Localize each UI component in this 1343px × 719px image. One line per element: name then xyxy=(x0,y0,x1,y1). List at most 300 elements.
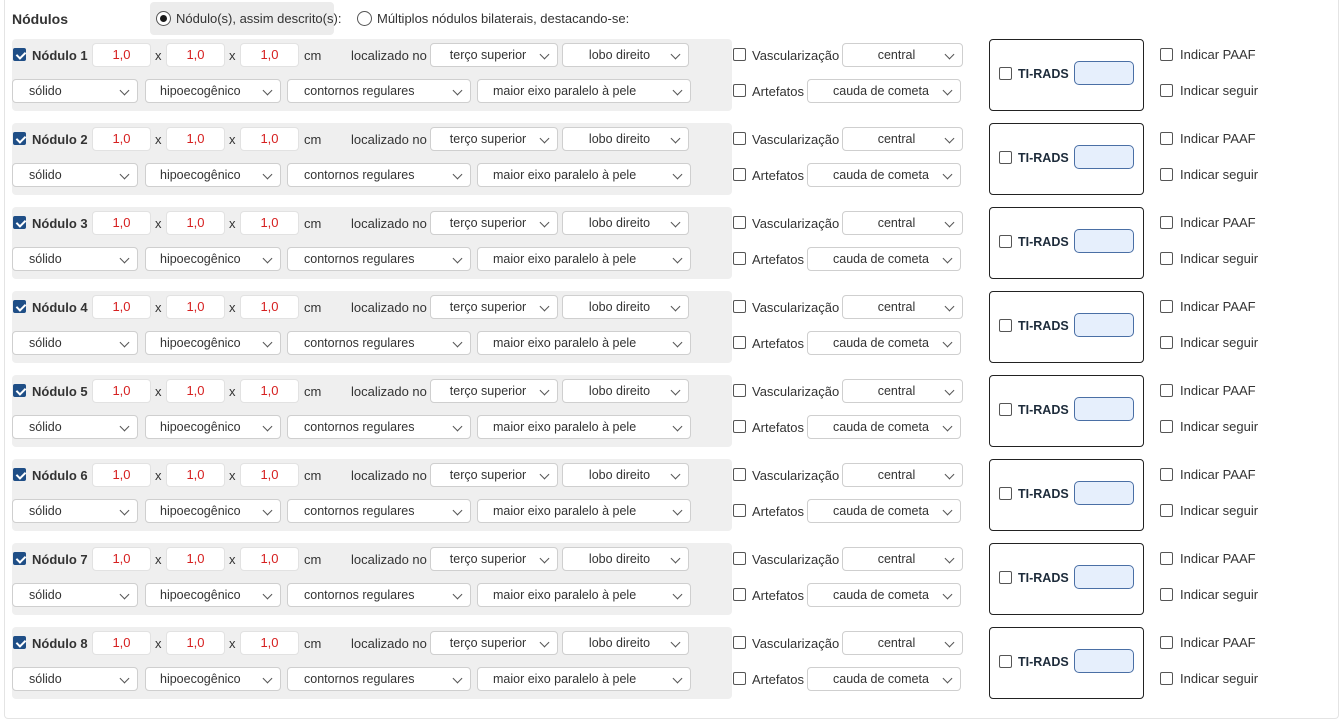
unit-label: cm xyxy=(304,636,322,651)
dimension-1-input[interactable]: 1,0 xyxy=(92,295,151,319)
position-value: terço superior xyxy=(449,132,527,146)
composition-value: sólido xyxy=(29,420,62,434)
artifacts-select[interactable] xyxy=(807,667,961,691)
indicate-paaf-label: Indicar PAAF xyxy=(1180,299,1256,314)
echogenicity-select[interactable] xyxy=(145,415,281,439)
dimension-1-input[interactable]: 1,0 xyxy=(92,547,151,571)
echogenicity-value: hipoecogênico xyxy=(160,588,241,602)
axis-value: maior eixo paralelo à pele xyxy=(493,168,637,182)
tirads-checkbox[interactable] xyxy=(999,235,1012,248)
tirads-box xyxy=(989,627,1144,699)
contours-select[interactable] xyxy=(287,163,471,187)
vascularization-checkbox[interactable] xyxy=(733,132,746,145)
axis-value: maior eixo paralelo à pele xyxy=(493,420,637,434)
indicate-paaf-label: Indicar PAAF xyxy=(1180,635,1256,650)
tirads-checkbox[interactable] xyxy=(999,67,1012,80)
dimension-2-input[interactable]: 1,0 xyxy=(166,631,225,655)
tirads-input[interactable] xyxy=(1074,145,1134,169)
times-sign: x xyxy=(155,468,162,483)
artifacts-label: Artefatos xyxy=(752,672,805,687)
dimension-2-input[interactable]: 1,0 xyxy=(166,127,225,151)
contours-value: contornos regulares xyxy=(304,252,415,266)
times-sign: x xyxy=(229,552,236,567)
lobe-value: lobo direito xyxy=(588,132,651,146)
axis-select[interactable] xyxy=(477,583,691,607)
indicate-paaf-label: Indicar PAAF xyxy=(1180,47,1256,62)
position-select[interactable] xyxy=(430,631,558,655)
single-nodule-option[interactable] xyxy=(150,2,342,35)
echogenicity-value: hipoecogênico xyxy=(160,168,241,182)
axis-select[interactable] xyxy=(477,499,691,523)
lobe-select[interactable] xyxy=(562,463,689,487)
nodule-label: Nódulo 4 xyxy=(32,300,88,315)
vascularization-select[interactable] xyxy=(842,127,963,151)
artifacts-value: cauda de cometa xyxy=(833,420,929,434)
vascularization-label: Vascularização xyxy=(752,636,840,651)
artifacts-label: Artefatos xyxy=(752,84,805,99)
dimension-2-input[interactable]: 1,0 xyxy=(166,547,225,571)
echogenicity-select[interactable] xyxy=(145,331,281,355)
contours-value: contornos regulares xyxy=(304,672,415,686)
axis-value: maior eixo paralelo à pele xyxy=(493,672,637,686)
indicate-paaf-label: Indicar PAAF xyxy=(1180,215,1256,230)
times-sign: x xyxy=(155,300,162,315)
artifacts-label: Artefatos xyxy=(752,588,805,603)
vascularization-select[interactable] xyxy=(842,463,963,487)
echogenicity-select[interactable] xyxy=(145,499,281,523)
artifacts-select[interactable] xyxy=(807,583,961,607)
contours-select[interactable] xyxy=(287,331,471,355)
dimension-3-input[interactable]: 1,0 xyxy=(240,43,299,67)
tirads-input[interactable] xyxy=(1074,649,1134,673)
indicate-follow-checkbox[interactable] xyxy=(1160,84,1173,97)
dimension-3-input[interactable]: 1,0 xyxy=(240,127,299,151)
lobe-value: lobo direito xyxy=(588,552,651,566)
artifacts-select[interactable] xyxy=(807,79,961,103)
position-select[interactable] xyxy=(430,211,558,235)
artifacts-checkbox[interactable] xyxy=(733,336,746,349)
lobe-value: lobo direito xyxy=(588,384,651,398)
tirads-box xyxy=(989,543,1144,615)
nodule-label: Nódulo 8 xyxy=(32,636,88,651)
nodule-checkbox[interactable] xyxy=(13,132,26,145)
indicate-follow-label: Indicar seguir xyxy=(1180,335,1259,350)
nodule-label: Nódulo 3 xyxy=(32,216,88,231)
dimension-3-input[interactable]: 1,0 xyxy=(240,295,299,319)
contours-select[interactable] xyxy=(287,79,471,103)
tirads-label: TI-RADS xyxy=(1018,67,1069,81)
position-select[interactable] xyxy=(430,463,558,487)
dimension-1-input[interactable]: 1,0 xyxy=(92,43,151,67)
vascularization-value: central xyxy=(877,384,916,398)
times-sign: x xyxy=(229,132,236,147)
nodule-checkbox[interactable] xyxy=(13,552,26,565)
tirads-label: TI-RADS xyxy=(1018,655,1069,669)
indicate-follow-label: Indicar seguir xyxy=(1180,83,1259,98)
located-label: localizado no xyxy=(351,384,427,399)
multiple-nodules-label: Múltiplos nódulos bilaterais, destacando-se: xyxy=(377,11,630,26)
tirads-box xyxy=(989,123,1144,195)
position-value: terço superior xyxy=(449,468,527,482)
indicate-paaf-label: Indicar PAAF xyxy=(1180,467,1256,482)
position-select[interactable] xyxy=(430,295,558,319)
unit-label: cm xyxy=(304,48,322,63)
echogenicity-select[interactable] xyxy=(145,583,281,607)
artifacts-checkbox[interactable] xyxy=(733,504,746,517)
artifacts-value: cauda de cometa xyxy=(833,504,929,518)
vascularization-select[interactable] xyxy=(842,631,963,655)
vascularization-value: central xyxy=(877,300,916,314)
indicate-follow-checkbox[interactable] xyxy=(1160,504,1173,517)
section-title: Nódulos xyxy=(12,11,68,27)
indicate-paaf-checkbox[interactable] xyxy=(1160,636,1173,649)
nodule-checkbox[interactable] xyxy=(13,48,26,61)
artifacts-select[interactable] xyxy=(807,415,961,439)
artifacts-checkbox[interactable] xyxy=(733,672,746,685)
indicate-paaf-label: Indicar PAAF xyxy=(1180,131,1256,146)
times-sign: x xyxy=(229,468,236,483)
lobe-value: lobo direito xyxy=(588,216,651,230)
located-label: localizado no xyxy=(351,636,427,651)
tirads-box xyxy=(989,459,1144,531)
located-label: localizado no xyxy=(351,216,427,231)
composition-select[interactable] xyxy=(12,163,138,187)
dimension-1-input[interactable]: 1,0 xyxy=(92,127,151,151)
contours-select[interactable] xyxy=(287,499,471,523)
tirads-checkbox[interactable] xyxy=(999,319,1012,332)
tirads-box xyxy=(989,291,1144,363)
nodule-label: Nódulo 7 xyxy=(32,552,88,567)
tirads-label: TI-RADS xyxy=(1018,571,1069,585)
indicate-paaf-checkbox[interactable] xyxy=(1160,132,1173,145)
tirads-checkbox[interactable] xyxy=(999,487,1012,500)
vascularization-select[interactable] xyxy=(842,295,963,319)
composition-value: sólido xyxy=(29,588,62,602)
composition-value: sólido xyxy=(29,168,62,182)
indicate-follow-label: Indicar seguir xyxy=(1180,419,1259,434)
artifacts-label: Artefatos xyxy=(752,420,805,435)
axis-value: maior eixo paralelo à pele xyxy=(493,84,637,98)
vascularization-label: Vascularização xyxy=(752,300,840,315)
composition-value: sólido xyxy=(29,252,62,266)
lobe-select[interactable] xyxy=(562,127,689,151)
lobe-select[interactable] xyxy=(562,43,689,67)
indicate-follow-checkbox[interactable] xyxy=(1160,420,1173,433)
times-sign: x xyxy=(229,48,236,63)
indicate-paaf-checkbox[interactable] xyxy=(1160,384,1173,397)
dimension-3-input[interactable]: 1,0 xyxy=(240,463,299,487)
dimension-3-input[interactable]: 1,0 xyxy=(240,211,299,235)
dimension-1-input[interactable]: 1,0 xyxy=(92,211,151,235)
composition-select[interactable] xyxy=(12,247,138,271)
axis-select[interactable] xyxy=(477,415,691,439)
nodule-checkbox[interactable] xyxy=(13,300,26,313)
dimension-3-input[interactable]: 1,0 xyxy=(240,631,299,655)
composition-select[interactable] xyxy=(12,499,138,523)
artifacts-checkbox[interactable] xyxy=(733,252,746,265)
nodule-label: Nódulo 1 xyxy=(32,48,88,63)
indicate-follow-label: Indicar seguir xyxy=(1180,671,1259,686)
artifacts-select[interactable] xyxy=(807,331,961,355)
position-select[interactable] xyxy=(430,547,558,571)
contours-select[interactable] xyxy=(287,583,471,607)
axis-value: maior eixo paralelo à pele xyxy=(493,588,637,602)
axis-select[interactable] xyxy=(477,331,691,355)
tirads-checkbox[interactable] xyxy=(999,571,1012,584)
times-sign: x xyxy=(229,384,236,399)
single-nodule-label: Nódulo(s), assim descrito(s): xyxy=(176,11,342,26)
indicate-paaf-checkbox[interactable] xyxy=(1160,216,1173,229)
vascularization-checkbox[interactable] xyxy=(733,552,746,565)
artifacts-value: cauda de cometa xyxy=(833,84,929,98)
tirads-label: TI-RADS xyxy=(1018,235,1069,249)
tirads-checkbox[interactable] xyxy=(999,151,1012,164)
vascularization-value: central xyxy=(877,216,916,230)
artifacts-checkbox[interactable] xyxy=(733,168,746,181)
vascularization-checkbox[interactable] xyxy=(733,384,746,397)
indicate-follow-checkbox[interactable] xyxy=(1160,168,1173,181)
dimension-1-input[interactable]: 1,0 xyxy=(92,631,151,655)
dimension-2-input[interactable]: 1,0 xyxy=(166,43,225,67)
dimension-1-input[interactable]: 1,0 xyxy=(92,379,151,403)
lobe-value: lobo direito xyxy=(588,468,651,482)
echogenicity-select[interactable] xyxy=(145,163,281,187)
dimension-3-input[interactable]: 1,0 xyxy=(240,547,299,571)
axis-select[interactable] xyxy=(477,79,691,103)
times-sign: x xyxy=(155,636,162,651)
vascularization-label: Vascularização xyxy=(752,552,840,567)
vascularization-select[interactable] xyxy=(842,379,963,403)
position-select[interactable] xyxy=(430,379,558,403)
indicate-paaf-label: Indicar PAAF xyxy=(1180,383,1256,398)
vascularization-checkbox[interactable] xyxy=(733,48,746,61)
vascularization-select[interactable] xyxy=(842,547,963,571)
times-sign: x xyxy=(229,636,236,651)
times-sign: x xyxy=(229,300,236,315)
echogenicity-select[interactable] xyxy=(145,79,281,103)
times-sign: x xyxy=(155,552,162,567)
located-label: localizado no xyxy=(351,468,427,483)
composition-select[interactable] xyxy=(12,667,138,691)
axis-value: maior eixo paralelo à pele xyxy=(493,252,637,266)
lobe-select[interactable] xyxy=(562,211,689,235)
axis-value: maior eixo paralelo à pele xyxy=(493,504,637,518)
lobe-value: lobo direito xyxy=(588,300,651,314)
unit-label: cm xyxy=(304,216,322,231)
artifacts-checkbox[interactable] xyxy=(733,588,746,601)
vascularization-value: central xyxy=(877,552,916,566)
contours-value: contornos regulares xyxy=(304,168,415,182)
nodule-label: Nódulo 5 xyxy=(32,384,88,399)
radio-multiple-nodules[interactable] xyxy=(357,11,372,26)
contours-value: contornos regulares xyxy=(304,420,415,434)
times-sign: x xyxy=(155,132,162,147)
tirads-input[interactable] xyxy=(1074,481,1134,505)
artifacts-value: cauda de cometa xyxy=(833,336,929,350)
dimension-2-input[interactable]: 1,0 xyxy=(166,379,225,403)
vascularization-value: central xyxy=(877,636,916,650)
lobe-select[interactable] xyxy=(562,379,689,403)
unit-label: cm xyxy=(304,468,322,483)
nodule-checkbox[interactable] xyxy=(13,216,26,229)
located-label: localizado no xyxy=(351,300,427,315)
tirads-box xyxy=(989,39,1144,111)
artifacts-select[interactable] xyxy=(807,247,961,271)
vascularization-checkbox[interactable] xyxy=(733,300,746,313)
dimension-2-input[interactable]: 1,0 xyxy=(166,463,225,487)
unit-label: cm xyxy=(304,132,322,147)
artifacts-select[interactable] xyxy=(807,163,961,187)
lobe-value: lobo direito xyxy=(588,48,651,62)
tirads-label: TI-RADS xyxy=(1018,403,1069,417)
indicate-follow-checkbox[interactable] xyxy=(1160,336,1173,349)
dimension-3-input[interactable]: 1,0 xyxy=(240,379,299,403)
unit-label: cm xyxy=(304,300,322,315)
indicate-follow-checkbox[interactable] xyxy=(1160,588,1173,601)
composition-select[interactable] xyxy=(12,79,138,103)
tirads-input[interactable] xyxy=(1074,313,1134,337)
indicate-follow-label: Indicar seguir xyxy=(1180,167,1259,182)
artifacts-label: Artefatos xyxy=(752,336,805,351)
artifacts-value: cauda de cometa xyxy=(833,252,929,266)
vascularization-select[interactable] xyxy=(842,43,963,67)
tirads-input[interactable] xyxy=(1074,565,1134,589)
composition-value: sólido xyxy=(29,504,62,518)
tirads-box xyxy=(989,207,1144,279)
position-value: terço superior xyxy=(449,216,527,230)
echogenicity-value: hipoecogênico xyxy=(160,504,241,518)
contours-select[interactable] xyxy=(287,667,471,691)
indicate-paaf-checkbox[interactable] xyxy=(1160,552,1173,565)
vascularization-value: central xyxy=(877,132,916,146)
position-value: terço superior xyxy=(449,48,527,62)
composition-value: sólido xyxy=(29,672,62,686)
artifacts-select[interactable] xyxy=(807,499,961,523)
composition-select[interactable] xyxy=(12,331,138,355)
tirads-input[interactable] xyxy=(1074,397,1134,421)
position-select[interactable] xyxy=(430,127,558,151)
composition-select[interactable] xyxy=(12,583,138,607)
contours-value: contornos regulares xyxy=(304,588,415,602)
composition-value: sólido xyxy=(29,84,62,98)
artifacts-value: cauda de cometa xyxy=(833,672,929,686)
located-label: localizado no xyxy=(351,552,427,567)
indicate-follow-label: Indicar seguir xyxy=(1180,503,1259,518)
indicate-follow-checkbox[interactable] xyxy=(1160,252,1173,265)
unit-label: cm xyxy=(304,384,322,399)
contours-value: contornos regulares xyxy=(304,336,415,350)
located-label: localizado no xyxy=(351,48,427,63)
indicate-follow-label: Indicar seguir xyxy=(1180,587,1259,602)
position-value: terço superior xyxy=(449,300,527,314)
indicate-paaf-checkbox[interactable] xyxy=(1160,48,1173,61)
tirads-label: TI-RADS xyxy=(1018,487,1069,501)
radio-single-nodule[interactable] xyxy=(156,11,171,26)
vascularization-select[interactable] xyxy=(842,211,963,235)
nodule-label: Nódulo 2 xyxy=(32,132,88,147)
vascularization-checkbox[interactable] xyxy=(733,636,746,649)
nodule-checkbox[interactable] xyxy=(13,468,26,481)
vascularization-checkbox[interactable] xyxy=(733,468,746,481)
vascularization-label: Vascularização xyxy=(752,48,840,63)
contours-value: contornos regulares xyxy=(304,504,415,518)
echogenicity-value: hipoecogênico xyxy=(160,84,241,98)
unit-label: cm xyxy=(304,552,322,567)
vascularization-label: Vascularização xyxy=(752,384,840,399)
dimension-2-input[interactable]: 1,0 xyxy=(166,211,225,235)
vascularization-label: Vascularização xyxy=(752,216,840,231)
position-value: terço superior xyxy=(449,636,527,650)
artifacts-checkbox[interactable] xyxy=(733,84,746,97)
indicate-paaf-checkbox[interactable] xyxy=(1160,300,1173,313)
axis-value: maior eixo paralelo à pele xyxy=(493,336,637,350)
located-label: localizado no xyxy=(351,132,427,147)
axis-select[interactable] xyxy=(477,163,691,187)
position-select[interactable] xyxy=(430,43,558,67)
composition-select[interactable] xyxy=(12,415,138,439)
position-value: terço superior xyxy=(449,384,527,398)
dimension-1-input[interactable]: 1,0 xyxy=(92,463,151,487)
vascularization-value: central xyxy=(877,468,916,482)
echogenicity-value: hipoecogênico xyxy=(160,336,241,350)
tirads-input[interactable] xyxy=(1074,61,1134,85)
times-sign: x xyxy=(155,216,162,231)
multiple-nodules-option[interactable] xyxy=(351,2,671,35)
lobe-value: lobo direito xyxy=(588,636,651,650)
tirads-label: TI-RADS xyxy=(1018,151,1069,165)
position-value: terço superior xyxy=(449,552,527,566)
axis-select[interactable] xyxy=(477,247,691,271)
artifacts-label: Artefatos xyxy=(752,252,805,267)
contours-value: contornos regulares xyxy=(304,84,415,98)
artifacts-label: Artefatos xyxy=(752,168,805,183)
contours-select[interactable] xyxy=(287,247,471,271)
contours-select[interactable] xyxy=(287,415,471,439)
echogenicity-select[interactable] xyxy=(145,667,281,691)
lobe-select[interactable] xyxy=(562,295,689,319)
times-sign: x xyxy=(155,48,162,63)
echogenicity-value: hipoecogênico xyxy=(160,252,241,266)
times-sign: x xyxy=(155,384,162,399)
echogenicity-value: hipoecogênico xyxy=(160,672,241,686)
echogenicity-select[interactable] xyxy=(145,247,281,271)
tirads-box xyxy=(989,375,1144,447)
vascularization-label: Vascularização xyxy=(752,468,840,483)
nodule-label: Nódulo 6 xyxy=(32,468,88,483)
tirads-label: TI-RADS xyxy=(1018,319,1069,333)
indicate-follow-label: Indicar seguir xyxy=(1180,251,1259,266)
axis-select[interactable] xyxy=(477,667,691,691)
artifacts-label: Artefatos xyxy=(752,504,805,519)
dimension-2-input[interactable]: 1,0 xyxy=(166,295,225,319)
artifacts-value: cauda de cometa xyxy=(833,168,929,182)
vascularization-checkbox[interactable] xyxy=(733,216,746,229)
times-sign: x xyxy=(229,216,236,231)
tirads-checkbox[interactable] xyxy=(999,655,1012,668)
tirads-checkbox[interactable] xyxy=(999,403,1012,416)
lobe-select[interactable] xyxy=(562,547,689,571)
lobe-select[interactable] xyxy=(562,631,689,655)
tirads-input[interactable] xyxy=(1074,229,1134,253)
indicate-follow-checkbox[interactable] xyxy=(1160,672,1173,685)
nodule-checkbox[interactable] xyxy=(13,384,26,397)
nodules-header xyxy=(12,0,912,36)
artifacts-checkbox[interactable] xyxy=(733,420,746,433)
indicate-paaf-checkbox[interactable] xyxy=(1160,468,1173,481)
vascularization-label: Vascularização xyxy=(752,132,840,147)
nodule-checkbox[interactable] xyxy=(13,636,26,649)
composition-value: sólido xyxy=(29,336,62,350)
